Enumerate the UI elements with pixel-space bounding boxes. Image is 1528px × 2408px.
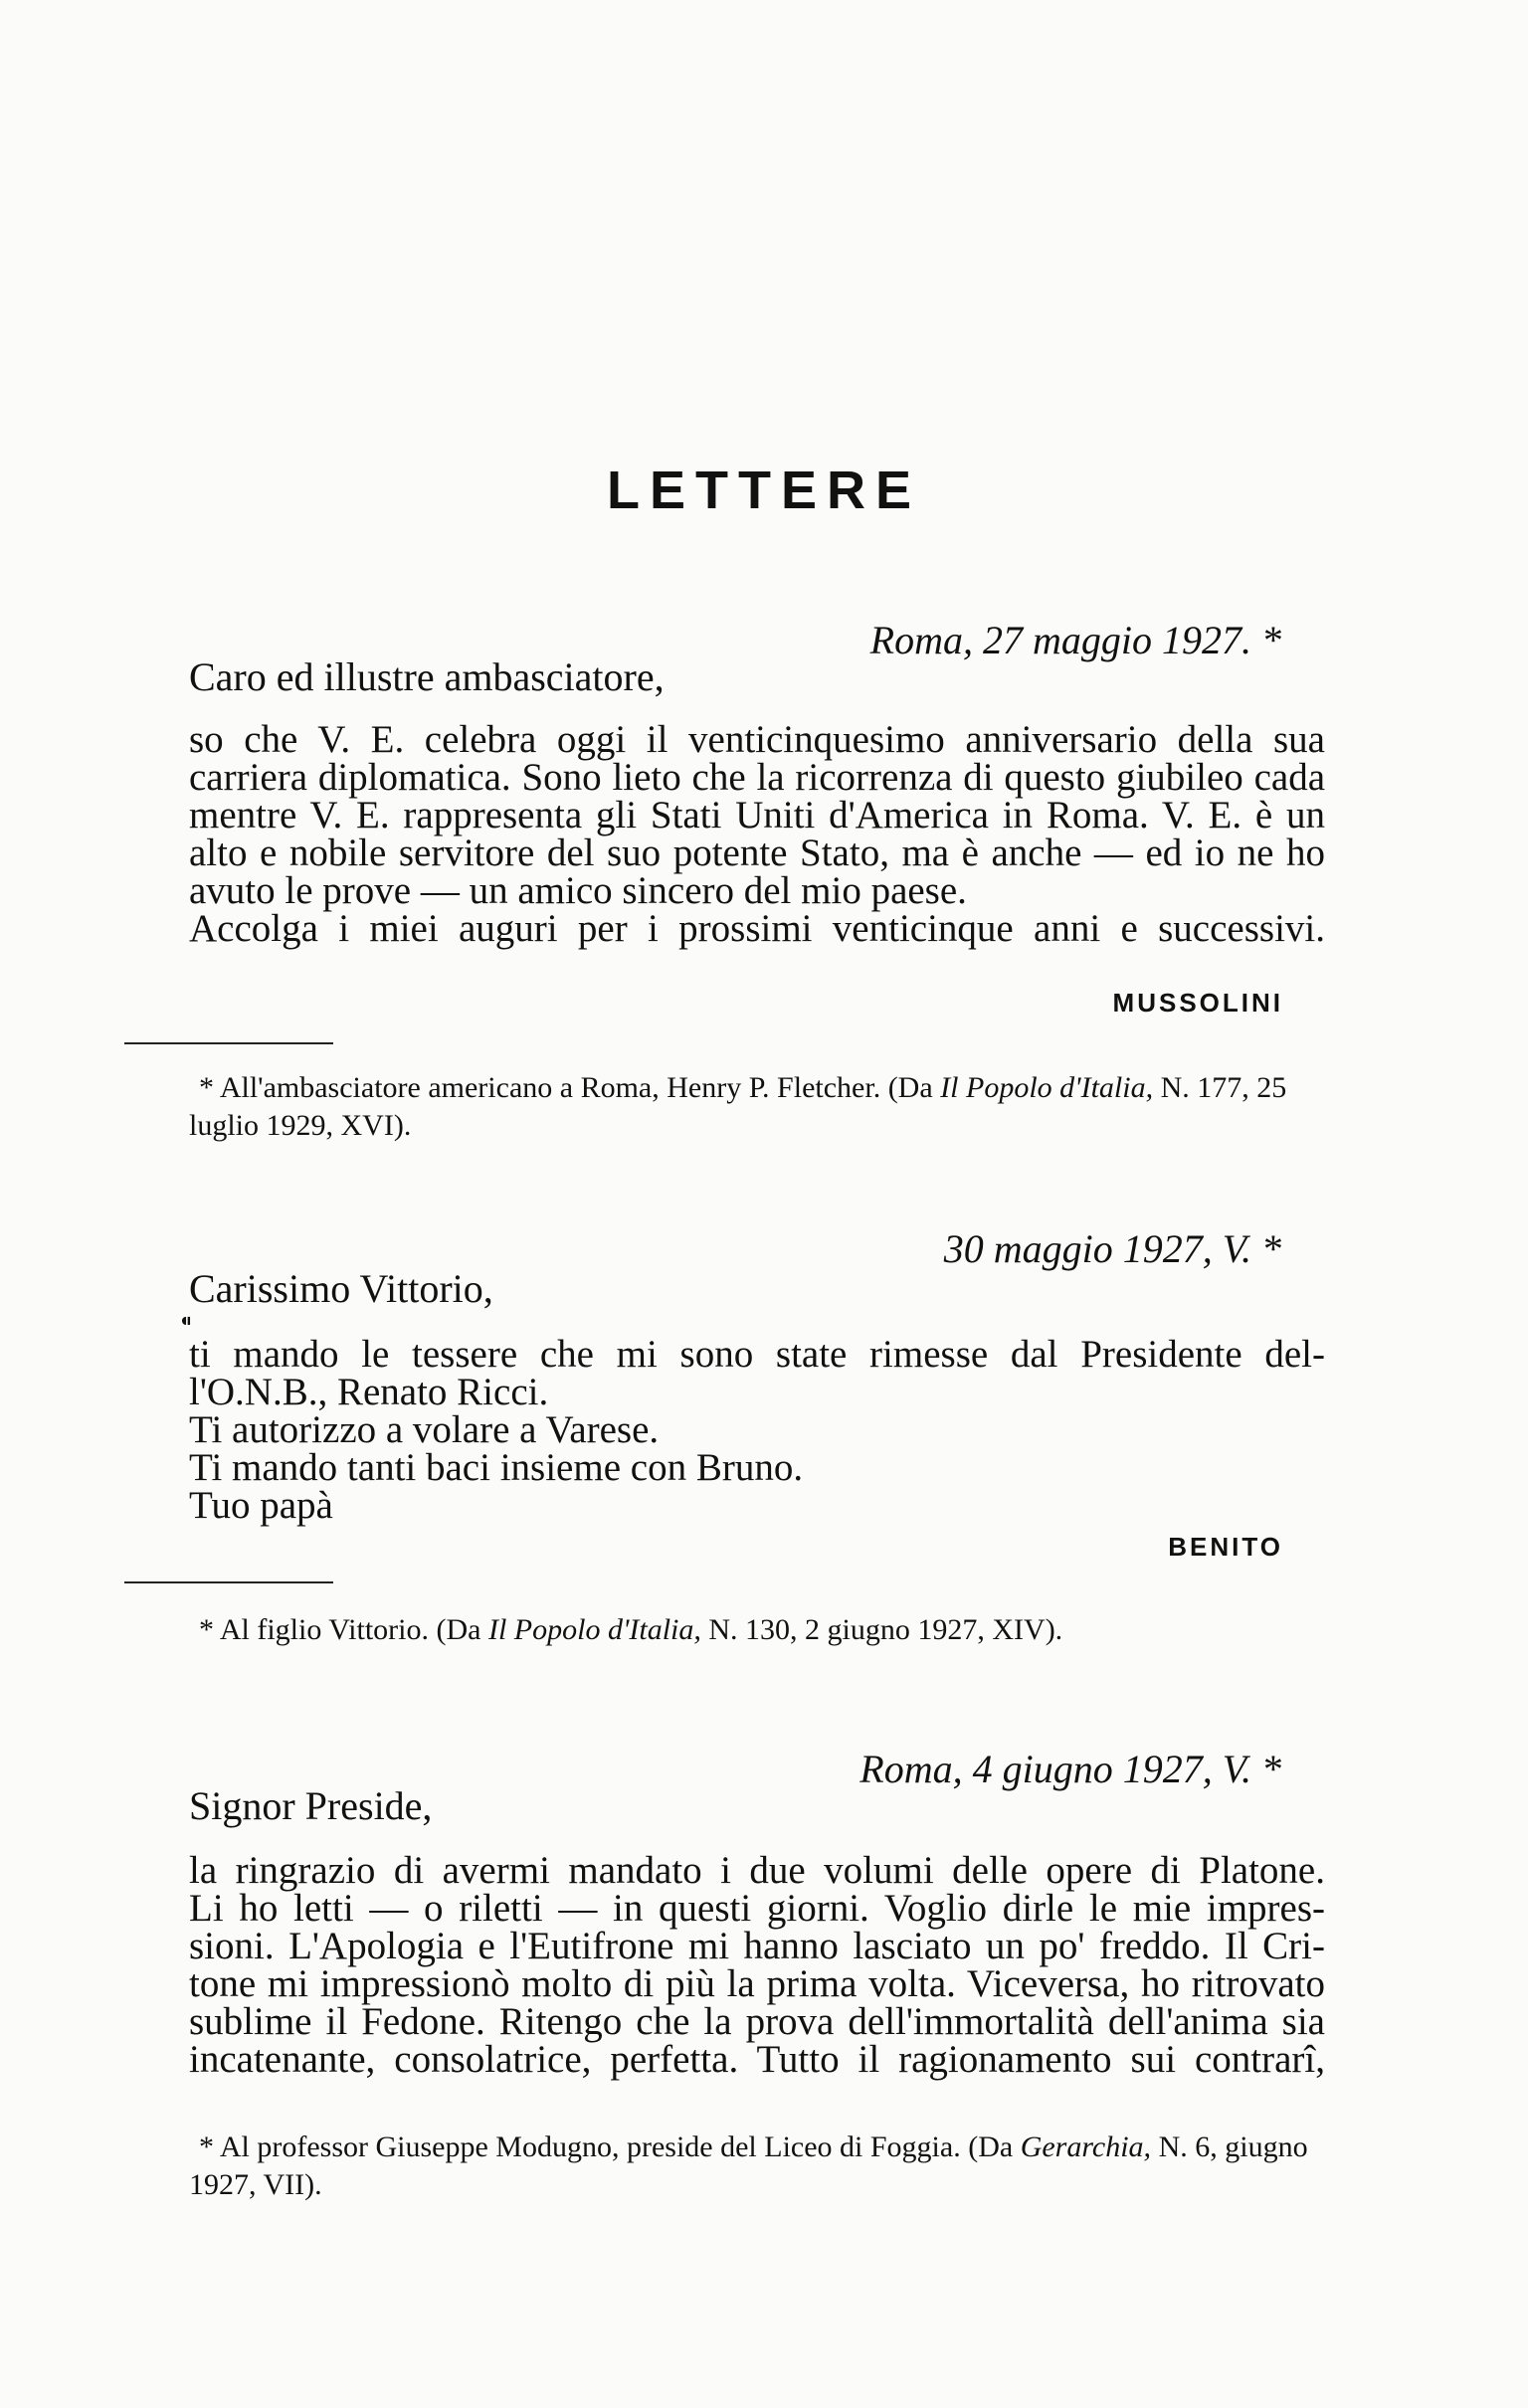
letter-2-line-1: ti mando le tessere che mi sono state rimesse dal Presidente del- [189,1333,1325,1376]
letter-3-line-5: sublime il Fedone. Ritengo che la prova dell'immortalità dell'anima sia [189,2000,1325,2043]
letter-1-line-2: carriera diplomatica. Sono lieto che la ricorrenza di questo giubileo cada [189,756,1325,799]
letter-3-line-2: Li ho letti — o riletti — in questi giorni. Voglio dirle le mie impres- [189,1887,1325,1930]
letter-2-signature: BENITO [1168,1532,1283,1562]
letter-3-salutation: Signor Preside, [189,1783,433,1828]
letter-2-line-5: Tuo papà [189,1484,333,1527]
letter-2-footnote [189,1611,1325,1649]
letter-3-date: Roma, 4 giugno 1927, V. * [860,1747,1281,1791]
letter-2-date: 30 maggio 1927, V. * [943,1226,1281,1271]
stray-mark: ⁌ [179,1307,193,1338]
letter-3-line-3: sioni. L'Apologia e l'Eutifrone mi hanno lasciato un po' freddo. Il Cri- [189,1925,1325,1967]
letter-2-line-4: Ti mando tanti baci insieme con Bruno. [189,1446,804,1489]
footnote-3-source: Gerarchia, [1020,2130,1152,2163]
footnote-1-source: Il Popolo d'Italia, [940,1071,1154,1104]
letter-1-line-4: alto e nobile servitore del suo potente Stato, ma è anche — ed io ne ho [189,832,1325,874]
letter-1-line-3: mentre V. E. rappresenta gli Stati Uniti d'America in Roma. V. E. è un [189,794,1325,836]
footnote-1-text: * All'ambasciatore americano a Roma, Henry P. Fletcher. (Da [199,1071,941,1104]
letter-3-line-6: incatenante, consolatrice, perfetta. Tutto il ragionamento sui contrarî, [189,2038,1325,2081]
letter-1-line-1: so che V. E. celebra oggi il venticinquesimo anniversario della sua [189,718,1325,761]
footnote-rule-2 [124,1581,333,1583]
letter-1-salutation: Caro ed illustre ambasciatore, [189,654,665,699]
letter-2-line-2: l'O.N.B., Renato Ricci. [189,1371,549,1413]
letter-3-line-4: tone mi impressionò molto di più la prima volta. Viceversa, ho ritrovato [189,1962,1325,2005]
letter-2-salutation: Carissimo Vittorio, [189,1266,493,1311]
footnote-2-ref: N. 130, 2 giugno 1927, XIV). [700,1613,1063,1646]
footnote-2-text: * Al figlio Vittorio. (Da [199,1613,488,1646]
letter-1-line-6: Accolga i miei auguri per i prossimi venticinque anni e successivi. [189,907,1325,950]
footnote-3-ref: N. 6, giugno 1927, VII). [189,2130,1308,2201]
letter-3-footnote [189,2129,1325,2204]
letter-1-signature: MUSSOLINI [1112,988,1283,1018]
letter-2-line-3: Ti autorizzo a volare a Varese. [189,1408,660,1451]
page-title: LETTERE [606,461,921,520]
letter-1-footnote [189,1069,1325,1145]
footnote-1-ref: N. 177, 25 luglio 1929, XVI). [189,1071,1287,1142]
footnote-rule-1 [124,1042,333,1044]
letter-1-date: Roma, 27 maggio 1927. * [869,618,1281,662]
footnote-2-source: Il Popolo d'Italia, [487,1613,701,1646]
letter-1-line-5: avuto le prove — un amico sincero del mio paese. [189,869,967,912]
footnote-3-text: * Al professor Giuseppe Modugno, preside del Liceo di Foggia. (Da [199,2130,1021,2163]
letter-3-line-1: la ringrazio di avermi mandato i due volumi delle opere di Platone. [189,1849,1325,1892]
